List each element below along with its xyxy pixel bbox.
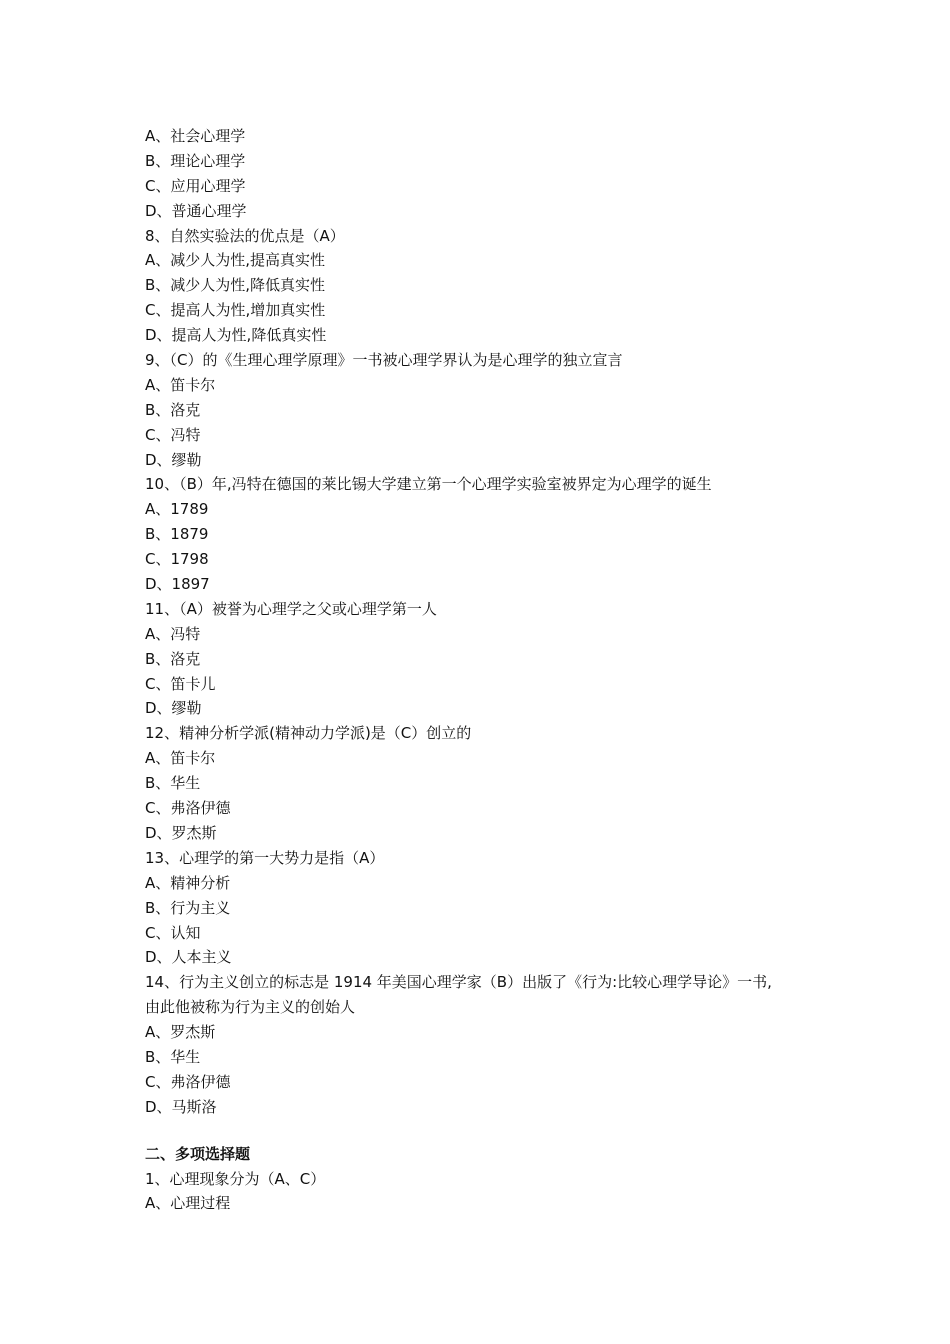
text-line: A、冯特 [145,624,201,643]
question-1: 1、心理现象分为（A、C） [145,1169,326,1188]
question-9: 9、（C）的《生理心理学原理》一书被心理学界认为是心理学的独立宣言 [145,351,623,370]
text-line: D、提高人为性,降低真实性 [145,326,327,345]
text-line: B、1879 [145,525,209,544]
text-line: C、笛卡儿 [145,674,216,693]
text-line: C、弗洛伊德 [145,1072,231,1091]
question-11: 11、（A）被誉为心理学之父或心理学第一人 [145,599,437,618]
text-line: D、普通心理学 [145,201,247,220]
document-page [145,124,835,1216]
text-line: B、减少人为性,降低真实性 [145,276,326,295]
text-line: D、缪勒 [145,450,202,469]
text-line: A、笛卡尔 [145,749,216,768]
text-line: D、缪勒 [145,699,202,718]
text-line: A、笛卡尔 [145,375,216,394]
text-line: A、1789 [145,500,209,519]
text-line: A、心理过程 [145,1194,231,1213]
text-line: B、华生 [145,1047,201,1066]
text-line: C、冯特 [145,425,201,444]
question-list-part1 [145,124,835,970]
section-heading: 二、多项选择题 [145,1144,251,1163]
question-13: 13、心理学的第一大势力是指（A） [145,848,385,867]
text-line: B、行为主义 [145,898,231,917]
question-14-line-2: 由此他被称为行为主义的创始人 [145,998,356,1017]
text-line: C、认知 [145,923,201,942]
question-8: 8、自然实验法的优点是（A） [145,226,345,245]
question-list-part2 [145,1020,835,1120]
text-line: C、1798 [145,550,209,569]
text-line: D、1897 [145,575,210,594]
text-line: B、华生 [145,774,201,793]
question-10: 10、（B）年,冯特在德国的莱比锡大学建立第一个心理学实验室被界定为心理学的诞生 [145,475,712,494]
text-line: B、洛克 [145,400,201,419]
question-list-part3 [145,1167,835,1217]
text-line: B、洛克 [145,649,201,668]
text-line: A、减少人为性,提高真实性 [145,251,326,270]
question-14-line-1: 14、行为主义创立的标志是 1914 年美国心理学家（B）出版了《行为:比较心理学导论》一书, [145,973,772,992]
text-line: C、应用心理学 [145,176,246,195]
text-line: C、弗洛伊德 [145,799,231,818]
text-line: A、精神分析 [145,873,231,892]
section-spacer [145,1120,835,1142]
question-12: 12、精神分析学派(精神动力学派)是（C）创立的 [145,724,472,743]
text-line: A、罗杰斯 [145,1023,216,1042]
text-line: C、提高人为性,增加真实性 [145,301,326,320]
text-line: D、人本主义 [145,948,232,967]
text-line: D、马斯洛 [145,1097,217,1116]
text-line: D、罗杰斯 [145,823,217,842]
text-line: B、理论心理学 [145,151,246,170]
text-line: A、社会心理学 [145,127,246,145]
